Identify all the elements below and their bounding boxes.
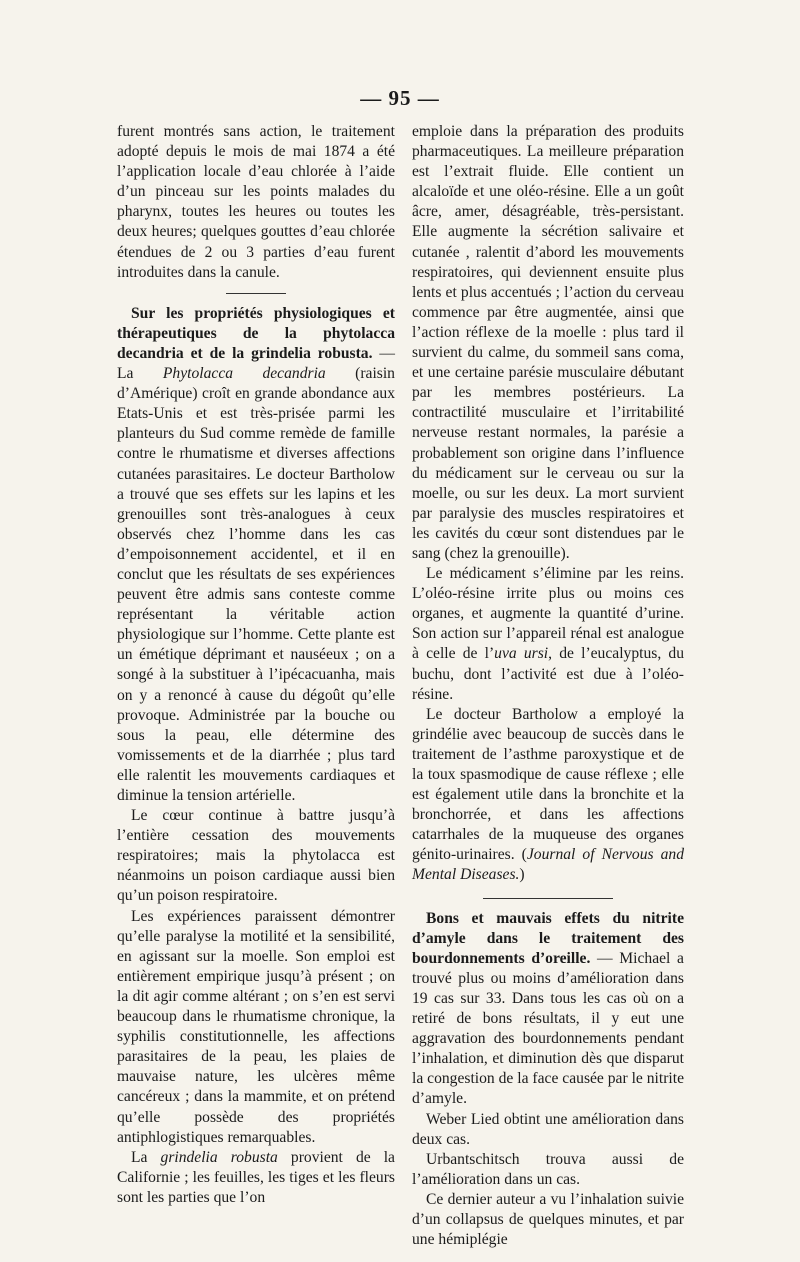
paragraph: Ce dernier auteur a vu l’inhalation suivie d’un collapsus de quelques minutes, et par une hémiplégie — [412, 1190, 684, 1249]
paragraph: Urbantschitsch trouva aussi de l’amélioration dans un cas. — [412, 1150, 684, 1188]
text-span: La — [131, 1148, 161, 1166]
section-heading: Bons et mauvais effets du nitrite d’amyle dans le traitement des bourdonnements d’oreille. — [412, 909, 684, 967]
paragraph: Les expériences paraissent démontrer qu’elle paralyse la motilité et la sensibilité, en agissant sur la moelle. Son emploi est entièrement empirique jusqu’à présent ; on la dit agir comme altérant ; on s’en est servi beaucoup dans le rhumatisme chronique, la syphilis constitutionnelle, les affections parasitaires de la peau, les plaies de mauvaise nature, les ulcères même cancéreux ; dans la mammite, et on prétend qu’elle possède des propriétés antiphlogistiques remarquables. — [117, 907, 395, 1146]
text-span: ) — [519, 866, 525, 884]
text-span: — La — [117, 344, 395, 383]
paragraph: emploie dans la préparation des produits pharmaceutiques. La meilleure préparation est l’extrait fluide. Elle contient un alcaloïde et une oléo-résine. Elle a un goût âcre, amer, désagréable, très-persistant. Elle augmente la sécrétion salivaire et cutanée , ralentit d’abord les mouvements respiratoires, qui deviennent ensuite plus lents et plus accentués ; l’action du cerveau commence par être augmentée, ainsi que l’action réflexe de la moelle : plus tard il survient du calme, du sommeil sans coma, et une certaine parésie musculaire débutant par les membres postérieurs. La contractilité musculaire et l’irritabilité nerveuse restant normales, la parésie a probablement son origine dans l’influence du médicament sur le cerveau ou sur la moelle, ou sur les deux. La mort survient par paralysie des muscles respiratoires et les cavités du cœur sont distendues par le sang (chez la grenouille). — [412, 123, 684, 562]
section-divider — [483, 898, 613, 899]
text-span: Le docteur Bartholow a employé la grindélie avec beaucoup de succès dans le traitement de l’asthme paroxystique et de la toux spasmodique de cause réflexe ; elle est également utile dans la bronchite et la bronchorrée, et dans les affections catarrhales de la muqueuse des organes génito-urinaires. ( — [412, 705, 684, 864]
paragraph — [412, 705, 684, 886]
text-span: (raisin d’Amérique) croît en grande abondance aux Etats-Unis et est très-prisée parmi les planteurs du Sud comme remède de famille contre le rhumatisme et diverses affections cutanées parasitaires. Le docteur Bartholow a trouvé que ses effets sur les lapins et les grenouilles sont très-analogues à ceux observés chez l’homme dans les cas d’empoisonnement accidentel, et il en conclut que les résultats de ses expériences peuvent être admis sans conteste comme représentant la véritable action physiologique sur l’homme. Cette plante est un émétique déprimant et nauséeux ; on a songé à la substituer à l’ipécacuanha, mais on y a renoncé à cause du dégoût qu’elle provoque. Administrée par la bouche ou sous la peau, elle détermine des vomissements et de la diarrhée ; plus tard elle ralentit les mouvements cardiaques et diminue la tension artérielle. — [117, 365, 395, 804]
paragraph: Le cœur continue à battre jusqu’à l’entière cessation des mouvements respiratoires; mais la phytolacca est néanmoins un poison cardiaque aussi bien qu’un poison respiratoire. — [117, 807, 395, 905]
paragraph — [412, 564, 684, 705]
text-span: — Michael a trouvé plus ou moins d’amélioration dans 19 cas sur 33. Dans tous les cas où on a retiré de bons résultats, il y eut une aggravation des bourdonnements pendant l’inhalation, et diminution dès que disparut la congestion de la face causée par le nitrite d’amyle. — [412, 949, 684, 1108]
italic-term: grindelia robusta — [160, 1148, 278, 1166]
journal-citation: Journal of Nervous and Mental Diseases. — [412, 846, 684, 884]
text-span: Le médicament s’élimine par les reins. L’oléo-résine irrite plus ou moins ces organes, et augmente la quantité d’urine. Son action sur l’appareil rénal est analogue à celle de l’ — [412, 565, 684, 663]
paragraph — [117, 1148, 395, 1208]
paragraph: furent montrés sans action, le traitement adopté depuis le mois de mai 1874 a été l’application locale d’eau chlorée à l’aide d’un pinceau sur les points malades du pharynx, toutes les heures ou toutes les deux heures; quelques gouttes d’eau chlorée étendues de 2 ou 3 parties d’eau furent introduites dans la canule. — [117, 123, 395, 281]
section-heading: Sur les propriétés physiologiques et thérapeutiques de la phytolacca decandria et de la grindelia robusta. — [117, 304, 395, 362]
section-paragraph — [117, 304, 395, 806]
left-column — [117, 122, 395, 1208]
page-number: — 95 — — [360, 86, 440, 110]
section-divider — [226, 293, 286, 294]
italic-term: uva ursi — [494, 645, 549, 663]
text-span: provient de la Californie ; les feuilles, les tiges et les fleurs sont les parties que l’on — [117, 1148, 395, 1206]
italic-term: Phytolacca decandria — [162, 365, 326, 383]
section-paragraph — [412, 909, 684, 1110]
right-column — [412, 122, 684, 1250]
paragraph: Weber Lied obtint une amélioration dans deux cas. — [412, 1110, 684, 1148]
text-span: , de l’eucalyptus, du buchu, dont l’activité est due à l’oléo-résine. — [412, 645, 684, 703]
